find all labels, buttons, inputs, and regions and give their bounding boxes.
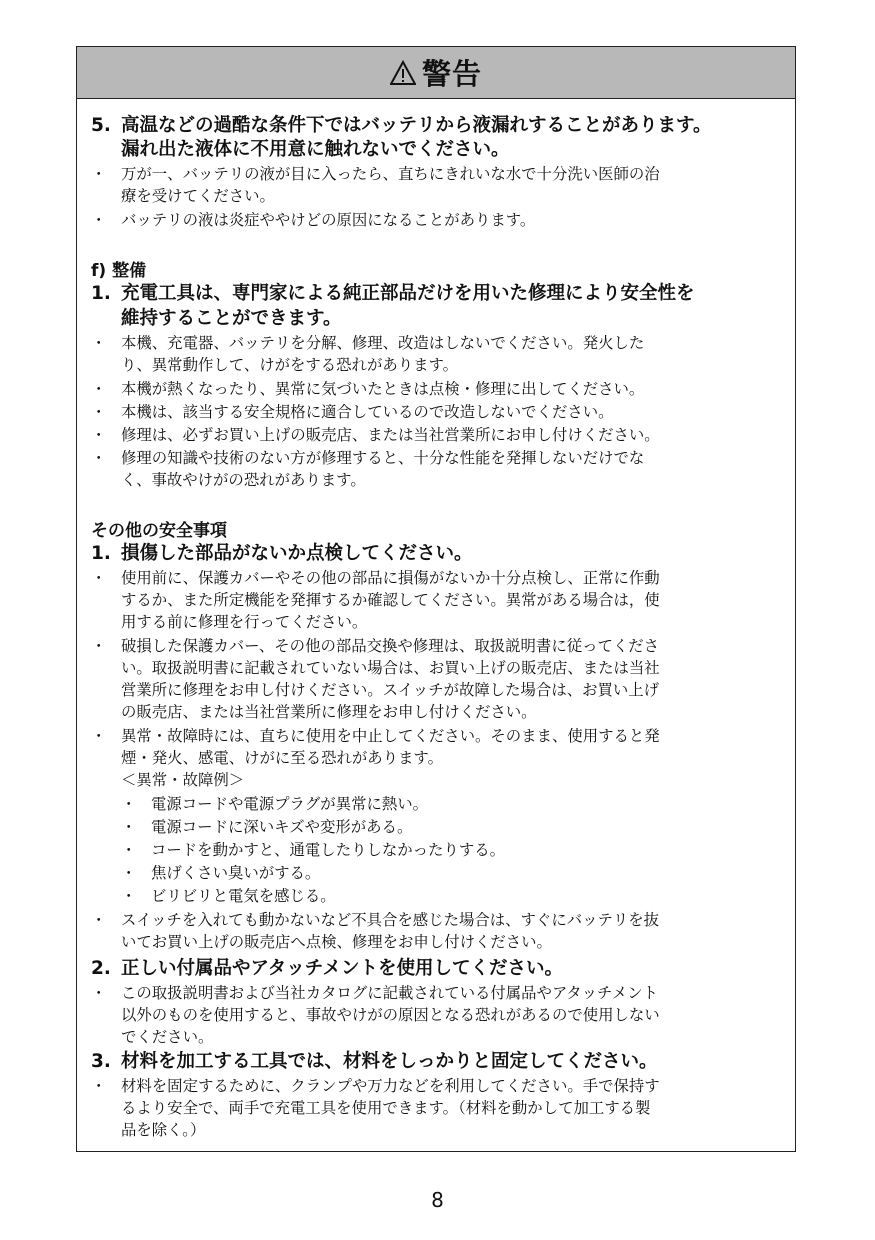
bullet-marker: ・ (121, 795, 137, 813)
text-line (91, 700, 777, 722)
text-line (91, 861, 777, 883)
bullet-marker: ・ (121, 864, 137, 882)
text-line (91, 423, 777, 445)
line-text: く、事故やけがの恐れがあります。 (121, 471, 366, 489)
bullet-marker: ・ (91, 403, 107, 421)
numbered-heading (91, 1047, 777, 1073)
bullet-marker: ・ (91, 1077, 107, 1095)
text-line (91, 656, 777, 678)
section-heading (91, 256, 777, 281)
line-text: 療を受けてください。 (121, 187, 275, 205)
line-text: でください。 (121, 1028, 214, 1046)
line-text: ＜異常・故障例＞ (121, 771, 245, 789)
line-text: コードを動かすと、通電したりしなかったりする。 (151, 841, 505, 859)
text-line (91, 588, 777, 610)
item-number: 5. (91, 115, 111, 136)
line-text: f) 整備 (91, 261, 147, 281)
numbered-heading (91, 539, 777, 565)
line-text: 漏れ出た液体に不用意に触れないでください。 (121, 139, 510, 160)
text-line (91, 1074, 777, 1096)
line-text: 充電工具は、専門家による純正部品だけを用いた修理により安全性を (121, 283, 695, 304)
text-line (91, 208, 777, 230)
bullet-marker: ・ (91, 911, 107, 929)
numbered-heading (91, 135, 777, 161)
text-line (91, 446, 777, 468)
bullet-marker: ・ (91, 165, 107, 183)
line-text: 損傷した部品がないか点検してください。 (121, 543, 473, 564)
text-line (91, 1003, 777, 1025)
bullet-marker: ・ (91, 727, 107, 745)
bullet-marker: ・ (91, 211, 107, 229)
line-text: 用する前に修理を行ってください。 (121, 613, 368, 631)
line-text: 修理は、必ずお買い上げの販売店、または当社営業所にお申し付けください。 (121, 426, 660, 444)
line-text: い。取扱説明書に記載されていない場合は、お買い上げの販売店、または当社 (121, 659, 660, 677)
line-text: 使用前に、保護カバーやその他の部品に損傷がないか十分点検し、正常に作動 (121, 569, 660, 587)
bullet-marker: ・ (91, 334, 107, 352)
warning-box (76, 46, 796, 1152)
line-text: 煙・発火、感電、けがに至る恐れがあります。 (121, 749, 443, 767)
line-text: この取扱説明書および当社カタログに記載されている付属品やアタッチメント (121, 984, 658, 1002)
numbered-heading (91, 111, 777, 137)
text-line (91, 792, 777, 814)
bullet-marker: ・ (91, 426, 107, 444)
line-text: の販売店、または当社営業所に修理をお申し付けください。 (121, 703, 537, 721)
text-line (91, 746, 777, 768)
text-line (91, 930, 777, 952)
text-line (91, 838, 777, 860)
warning-header (77, 47, 795, 99)
line-text: 高温などの過酷な条件下ではバッテリから液漏れすることがあります。 (121, 115, 712, 136)
text-line (91, 678, 777, 700)
item-number: 2. (91, 958, 111, 979)
bullet-marker: ・ (121, 818, 137, 836)
page-number: 8 (431, 1188, 444, 1212)
text-line (91, 1118, 777, 1140)
line-text: その他の安全事項 (91, 521, 227, 541)
line-text: 正しい付属品やアタッチメントを使用してください。 (121, 958, 563, 979)
warning-title: 警告 (421, 57, 482, 91)
text-line (91, 184, 777, 206)
line-text: 異常・故障時には、直ちに使用を中止してください。そのまま、使用すると発 (121, 727, 660, 745)
text-line (91, 610, 777, 632)
item-number: 3. (91, 1051, 111, 1072)
line-text: 以外のものを使用すると、事故やけがの原因となる恐れがあるので使用しない (121, 1006, 660, 1024)
text-line (91, 162, 777, 184)
numbered-heading (91, 954, 777, 980)
line-text: り、異常動作して、けがをする恐れがあります。 (121, 356, 459, 374)
line-text: 万が一、バッテリの液が目に入ったら、直ちにきれいな水で十分洗い医師の治 (121, 165, 660, 183)
line-text: スイッチを入れても動かないなど不具合を感じた場合は、すぐにバッテリを抜 (121, 911, 660, 929)
text-line (91, 884, 777, 906)
line-text: バッテリの液は炎症ややけどの原因になることがあります。 (121, 211, 536, 229)
bullet-marker: ・ (121, 841, 137, 859)
text-line (91, 400, 777, 422)
line-text: 焦げくさい臭いがする。 (151, 864, 321, 882)
text-line (91, 1025, 777, 1047)
warning-triangle-icon (390, 60, 416, 86)
line-text: 維持することができます。 (121, 308, 342, 329)
bullet-marker: ・ (91, 984, 107, 1002)
text-line (91, 981, 777, 1003)
text-line (91, 724, 777, 746)
text-line (91, 768, 777, 790)
text-line (91, 634, 777, 656)
line-text: 材料を固定するために、クランプや万力などを利用してください。手で保持す (121, 1077, 660, 1095)
numbered-heading (91, 304, 777, 330)
text-line (91, 468, 777, 490)
line-text: 本機が熱くなったり、異常に気づいたときは点検・修理に出してください。 (121, 380, 645, 398)
line-text: 品を除く。） (121, 1121, 206, 1139)
line-text: るより安全で、両手で充電工具を使用できます。（材料を動かして加工する製 (121, 1099, 651, 1117)
line-text: 営業所に修理をお申し付けください。スイッチが故障した場合は、お買い上げ (121, 681, 660, 699)
bullet-marker: ・ (91, 380, 107, 398)
item-number: 1. (91, 283, 111, 304)
text-line (91, 353, 777, 375)
bullet-marker: ・ (91, 449, 107, 467)
line-text: 材料を加工する工具では、材料をしっかりと固定してください。 (121, 1051, 658, 1072)
bullet-marker: ・ (121, 887, 137, 905)
line-text: 電源コードに深いキズや変形がある。 (151, 818, 413, 836)
line-text: 本機は、該当する安全規格に適合しているので改造しないでください。 (121, 403, 614, 421)
bullet-marker: ・ (91, 569, 107, 587)
text-line (91, 1096, 777, 1118)
text-line (91, 566, 777, 588)
text-line (91, 908, 777, 930)
numbered-heading (91, 279, 777, 305)
line-text: するか、また所定機能を発揮するか確認してください。異常がある場合は，使 (121, 591, 660, 609)
line-text: 電源コードや電源プラグが異常に熱い。 (151, 795, 429, 813)
item-number: 1. (91, 543, 111, 564)
text-line (91, 377, 777, 399)
line-text: 本機、充電器、バッテリを分解、修理、改造はしないでください。発火した (121, 334, 645, 352)
line-text: 破損した保護カバー、その他の部品交換や修理は、取扱説明書に従ってくださ (121, 637, 660, 655)
bullet-marker: ・ (91, 637, 107, 655)
line-text: 修理の知識や技術のない方が修理すると、十分な性能を発揮しないだけでな (121, 449, 645, 467)
text-line (91, 331, 777, 353)
text-line (91, 815, 777, 837)
section-heading (91, 516, 777, 541)
line-text: ビリビリと電気を感じる。 (151, 887, 336, 905)
line-text: いてお買い上げの販売店へ点検、修理をお申し付けください。 (121, 933, 552, 951)
